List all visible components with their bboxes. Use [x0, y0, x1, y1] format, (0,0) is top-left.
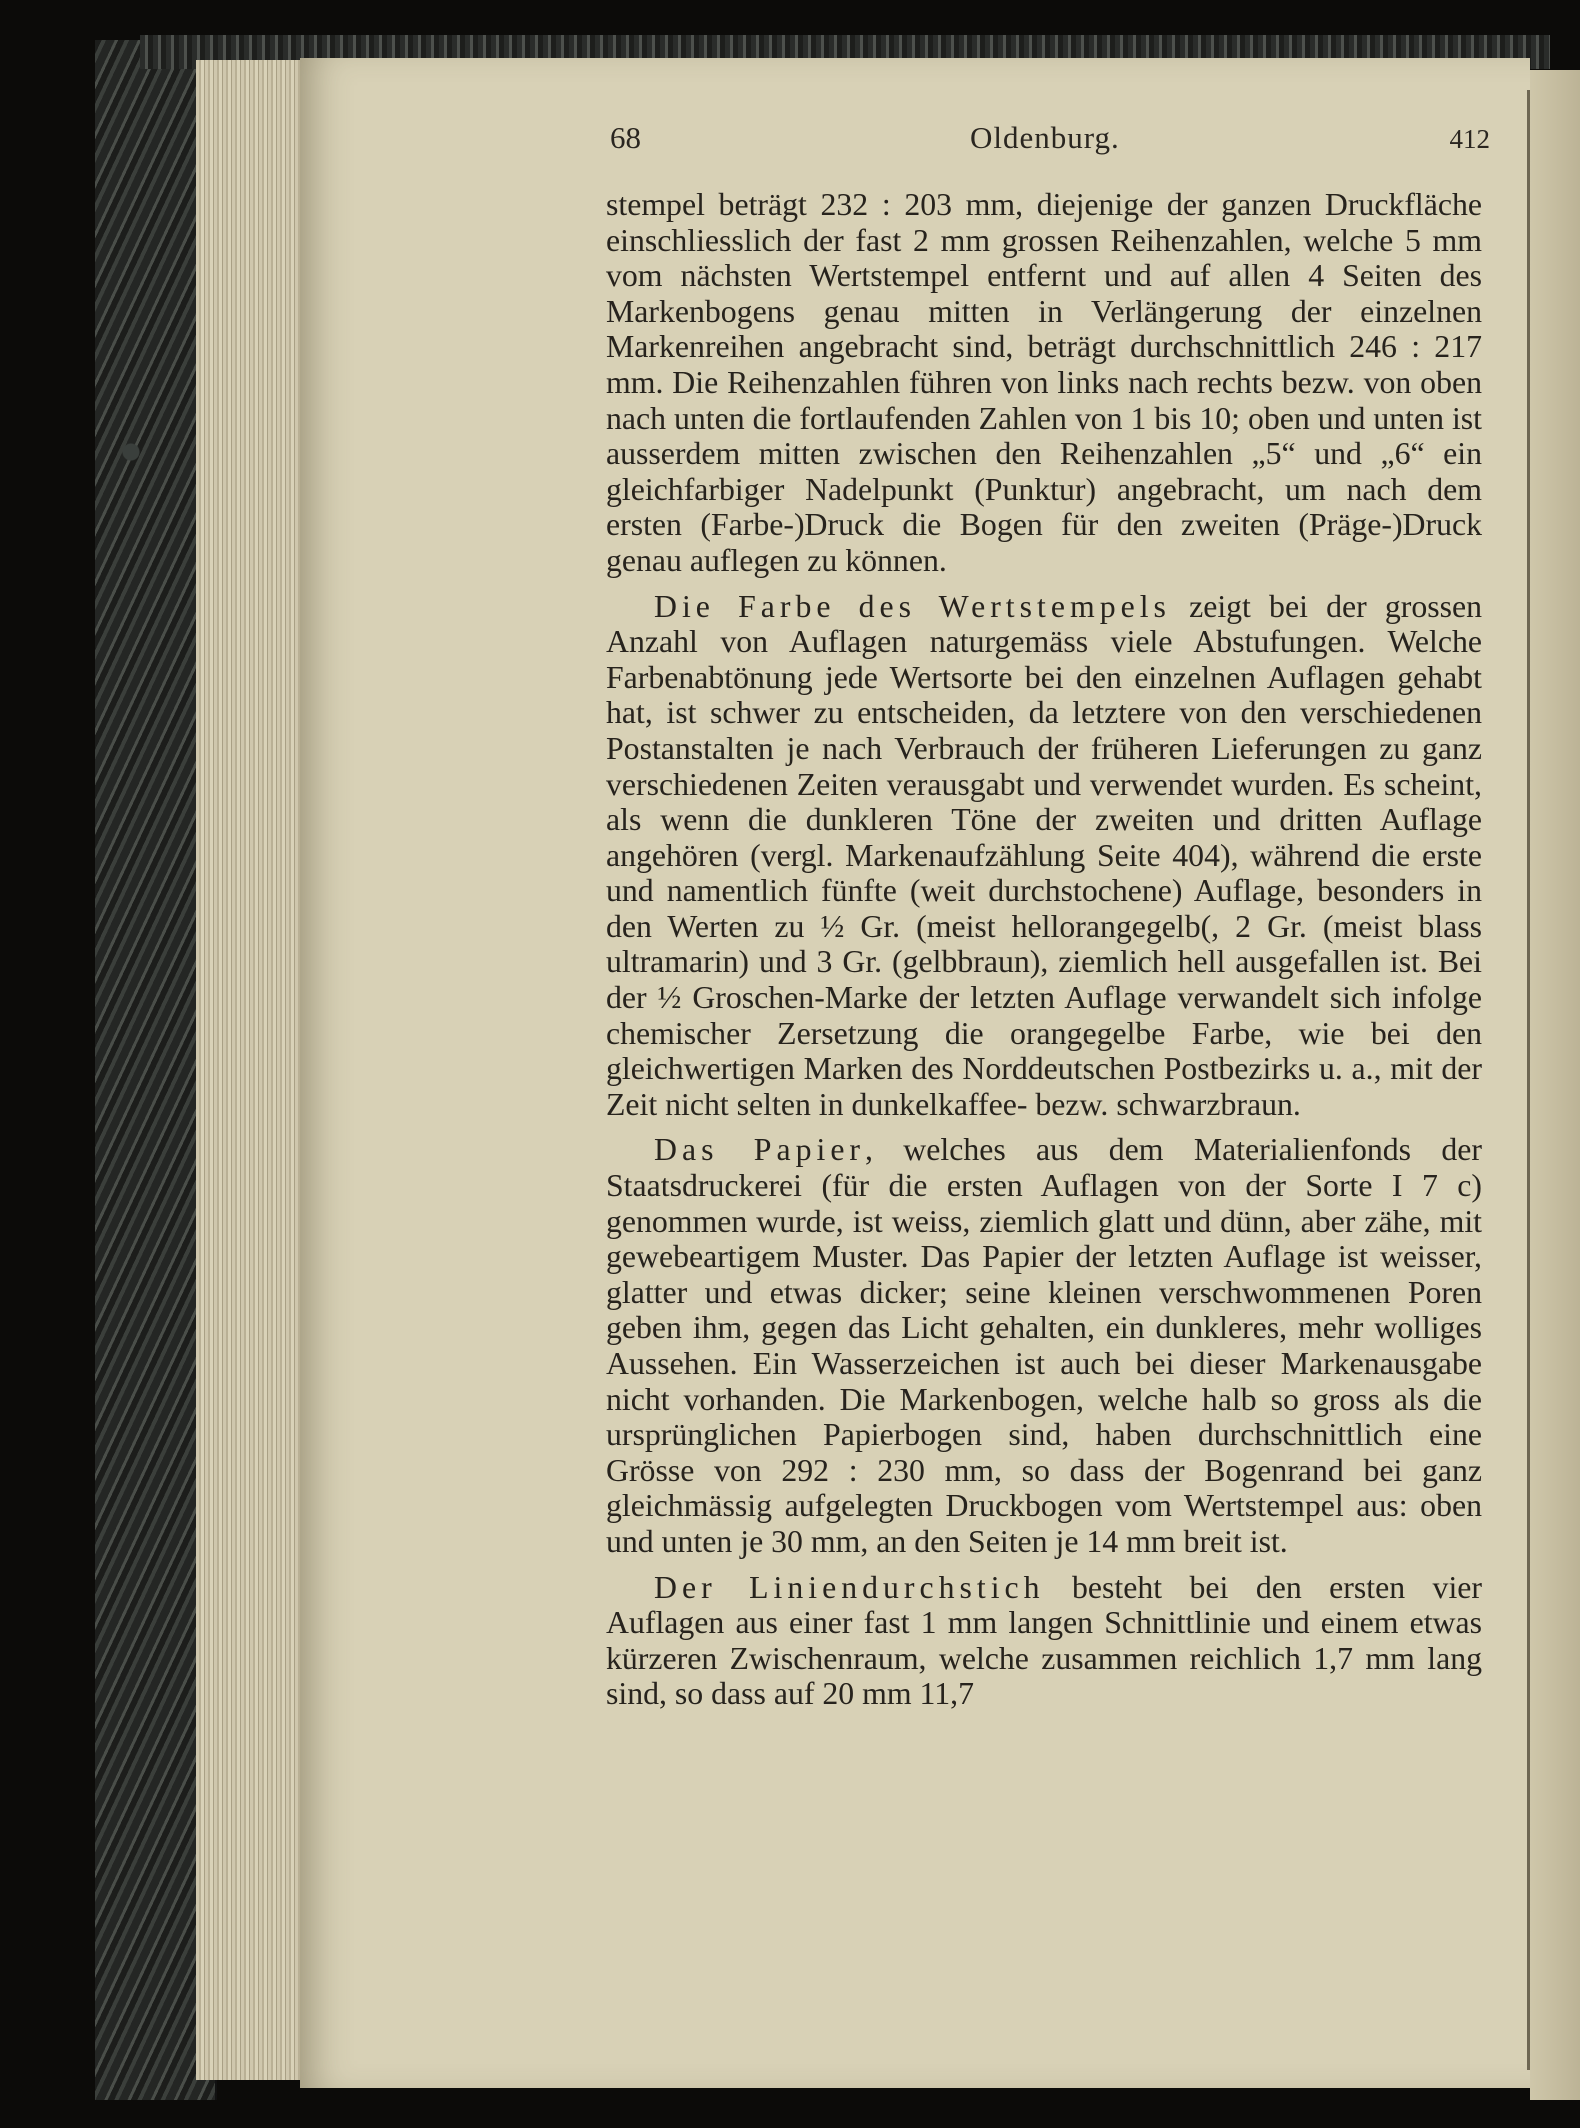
page-edges — [196, 60, 308, 2080]
paragraph-1: stempel beträgt 232 : 203 mm, diejenige der ganzen Druckfläche einschliesslich der fast 2 mm grossen Reihenzahlen, welche 5 mm vom nächsten Wertstempel entfernt und auf allen 4 Seiten des Markenbogens genau mitten in Verlängerung der einzelnen Markenreihen angebracht sind, beträgt durchschnittlich 246 : 217 mm. Die Reihenzahlen führen von links nach rechts bezw. von oben nach unten die fortlaufenden Zahlen von 1 bis 10; oben und unten ist ausserdem mitten zwischen den Reihenzahlen „5“ und „6“ ein gleichfarbiger Nadelpunkt (Punktur) angebracht, um nach dem ersten (Farbe-)Druck die Bogen für den zweiten (Präge-)Druck genau auflegen zu können. — [606, 187, 1482, 578]
paragraph-2-text: zeigt bei der grossen Anzahl von Auflagen naturgemäss viele Abstufungen. Welche Farbenabtönung jede Wertsorte bei den einzelnen Auflagen gehabt hat, ist schwer zu entscheiden, da letztere von den verschiedenen Postanstalten je nach Verbrauch der früheren Lieferungen zu ganz verschiedenen Zeiten verausgabt und verwendet wurden. Es scheint, als wenn die dunkleren Töne der zweiten und dritten Auflage angehören (vergl. Markenaufzählung Seite 404), während die erste und namentlich fünfte (weit durchstochene) Auflage, besonders in den Werten zu ½ Gr. (meist hellorangegelb(, 2 Gr. (meist blass ultramarin) und 3 Gr. (gelbbraun), ziemlich hell ausgefallen ist. Bei der ½ Groschen-Marke der letzten Auflage verwandelt sich infolge chemischer Zersetzung die orangegelbe Farbe, wie bei den gleichwertigen Marken des Norddeutschen Postbezirks u. a., mit der Zeit nicht selten in dunkelkaffee- bezw. schwarzbraun. — [606, 588, 1482, 1122]
page-header — [610, 120, 1490, 170]
paragraph-3 — [606, 1132, 1482, 1559]
spaced-term-farbe: Die Farbe des Wertstempels — [654, 588, 1171, 624]
paragraph-4 — [606, 1570, 1482, 1712]
paragraph-4-text: besteht bei den ersten vier Auflagen aus einer fast 1 mm langen Schnittlinie und einem etwas kürzeren Zwischenraum, welche zusammen reichlich 1,7 mm lang sind, so dass auf 20 mm 11,7 — [606, 1569, 1482, 1712]
reference-number: 412 — [1449, 124, 1490, 154]
spaced-term-papier: Das Papier — [654, 1132, 866, 1168]
facing-page-edge — [1530, 70, 1580, 2100]
page-number: 68 — [610, 120, 641, 155]
body-text — [606, 187, 1482, 1712]
paragraph-2 — [606, 589, 1482, 1123]
spaced-term-liniendurchstich: Der Liniendurchstich — [654, 1569, 1045, 1605]
paragraph-3-text: , welches aus dem Materialienfonds der Staatsdruckerei (für die ersten Auflagen von der Sorte I 7 c) genommen wurde, ist weiss, ziemlich glatt und dünn, aber zähe, mit gewebeartigem Muster. Das Papier der letzten Auflage ist weisser, glatter und etwas dicker; seine kleinen verschwommenen Poren geben ihm, gegen das Licht gehalten, ein dunkleres, mehr wolliges Aussehen. Ein Wasserzeichen ist auch bei dieser Markenausgabe nicht vorhanden. Die Markenbogen, welche halb so gross als die ursprünglichen Papierbogen sind, haben durchschnittlich eine Grösse von 292 : 230 mm, so dass der Bogenrand bei ganz gleichmässig aufgelegten Druckbogen vom Wertstempel aus: oben und unten je 30 mm, an den Seiten je 14 mm breit ist. — [606, 1132, 1482, 1559]
page-gutter-line — [1527, 90, 1530, 2070]
running-title: Oldenburg. — [970, 120, 1120, 155]
